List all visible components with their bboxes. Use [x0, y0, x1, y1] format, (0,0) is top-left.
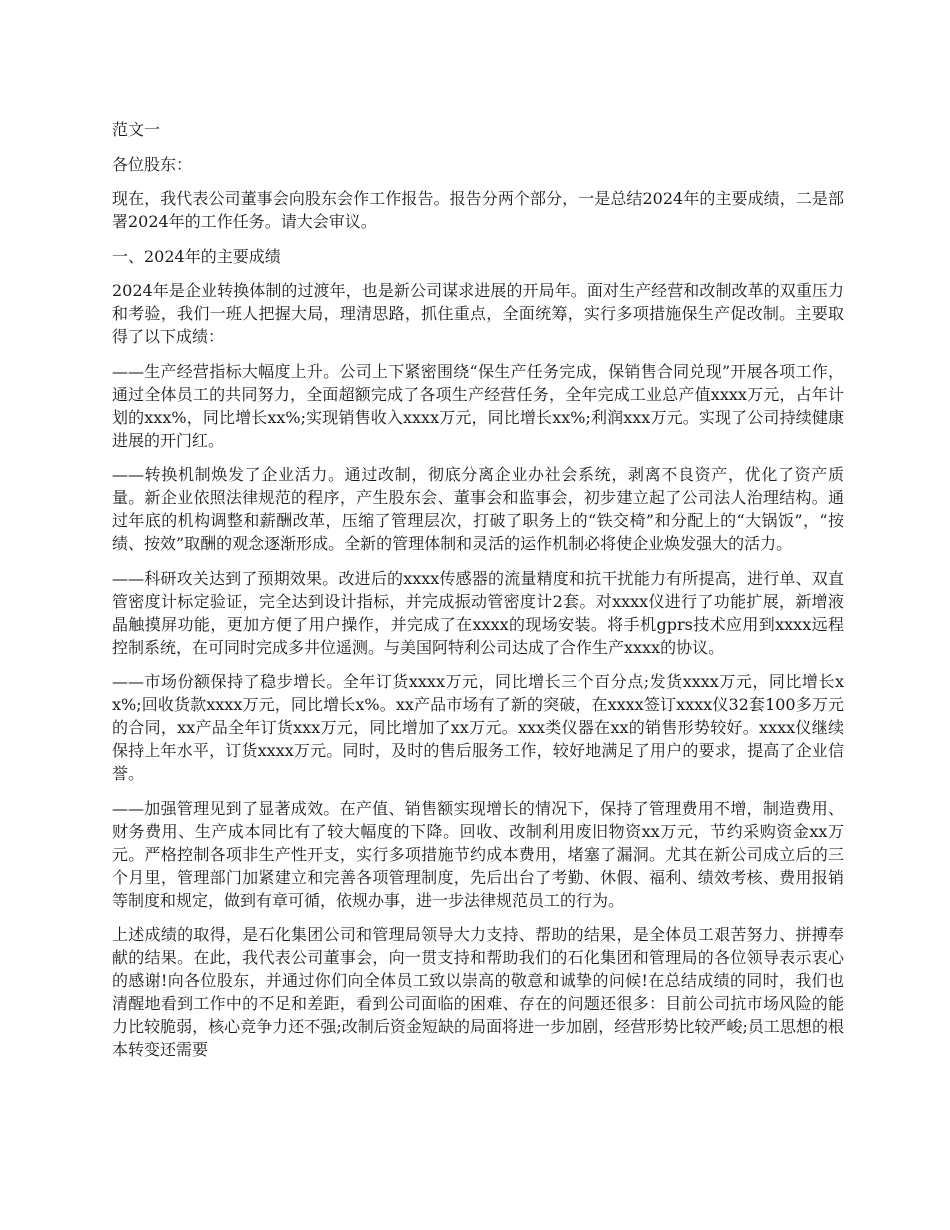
achievement-market: ——市场份额保持了稳步增长。全年订货xxxx万元，同比增长三个百分点;发货xxxx万元，同比增长xx%;回收货款xxxx万元，同比增长x%。xx产品市场有了新的突破，在xxxx签订xxxx仪32套100多万元的合同，xx产品全年订货xxx万元，同比增加了xx万元。xxx类仪器在xx的销售形势较好。xxxx仪继续保持上年水平，订货xxxx万元。同时，及时的售后服务工作，较好地满足了用户的要求，提高了企业信誉。: [112, 672, 844, 783]
intro-paragraph: 现在，我代表公司董事会向股东会作工作报告。报告分两个部分，一是总结2024年的主要成绩，二是部署2024年的工作任务。请大会审议。: [112, 189, 844, 231]
achievement-production: ——生产经营指标大幅度上升。公司上下紧密围绕“保生产任务完成，保销售合同兑现”开展各项工作，通过全体员工的共同努力，全面超额完成了各项生产经营任务，全年完成工业总产值xxxx万元，占年计划的xxx%，同比增长xx%;实现销售收入xxxx万元，同比增长xx%;利润xxx万元。实现了公司持续健康进展的开门红。: [112, 361, 844, 450]
overview-paragraph: 2024年是企业转换体制的过渡年，也是新公司谋求进展的开局年。面对生产经营和改制改革的双重压力和考验，我们一班人把握大局，理清思路，抓住重点，全面统筹，实行多项措施保生产促改制。主要取得了以下成绩：: [112, 281, 844, 346]
achievement-management: ——加强管理见到了显著成效。在产值、销售额实现增长的情况下，保持了管理费用不增，制造费用、财务费用、生产成本同比有了较大幅度的下降。回收、改制利用废旧物资xx万元，节约采购资金xx万元。严格控制各项非生产性开支，实行多项措施节约成本费用，堵塞了漏洞。尤其在新公司成立后的三个月里，管理部门加紧建立和完善各项管理制度，先后出台了考勤、休假、福利、绩效考核、费用报销等制度和规定，做到有章可循，依规办事，进一步法律规范员工的行为。: [112, 798, 844, 910]
achievement-mechanism: ——转换机制焕发了企业活力。通过改制，彻底分离企业办社会系统，剥离不良资产，优化了资产质量。新企业依照法律规范的程序，产生股东会、董事会和监事会，初步建立起了公司法人治理结构。通过年底的机构调整和薪酬改革，压缩了管理层次，打破了职务上的“铁交椅”和分配上的“大锅饭”，“按绩、按效”取酬的观念逐渐形成。全新的管理体制和灵活的运作机制必将使企业焕发强大的活力。: [112, 465, 844, 553]
salutation: 各位股东：: [112, 154, 193, 174]
closing-paragraph: 上述成绩的取得，是石化集团公司和管理局领导大力支持、帮助的结果，是全体员工艰苦努力、拼搏奉献的结果。在此，我代表公司董事会，向一贯支持和帮助我们的石化集团和管理局的各位领导表示衷心的感谢!向各位股东，并通过你们向全体员工致以崇高的敬意和诚挚的问候!在总结成绩的同时，我们也清醒地看到工作中的不足和差距，看到公司面临的困难、存在的问题还很多：目前公司抗市场风险的能力比较脆弱，核心竞争力还不强;改制后资金短缺的局面将进一步加剧，经营形势比较严峻;员工思想的根本转变还需要: [112, 925, 844, 1059]
section-heading: 一、2024年的主要成绩: [112, 246, 281, 266]
document-page: [112, 118, 844, 1073]
achievement-research: ——科研攻关达到了预期效果。改进后的xxxx传感器的流量精度和抗干扰能力有所提高，进行单、双直管密度计标定验证，完全达到设计指标，并完成振动管密度计2套。对xxxx仪进行了功能扩展，新增液晶触摸屏功能，更加方便了用户操作，并完成了在xxxx的现场安装。将手机gprs技术应用到xxxx远程控制系统，在可同时完成多井位遥测。与美国阿特利公司达成了合作生产xxxx的协议。: [112, 568, 844, 657]
doc-title: 范文一: [112, 120, 161, 139]
